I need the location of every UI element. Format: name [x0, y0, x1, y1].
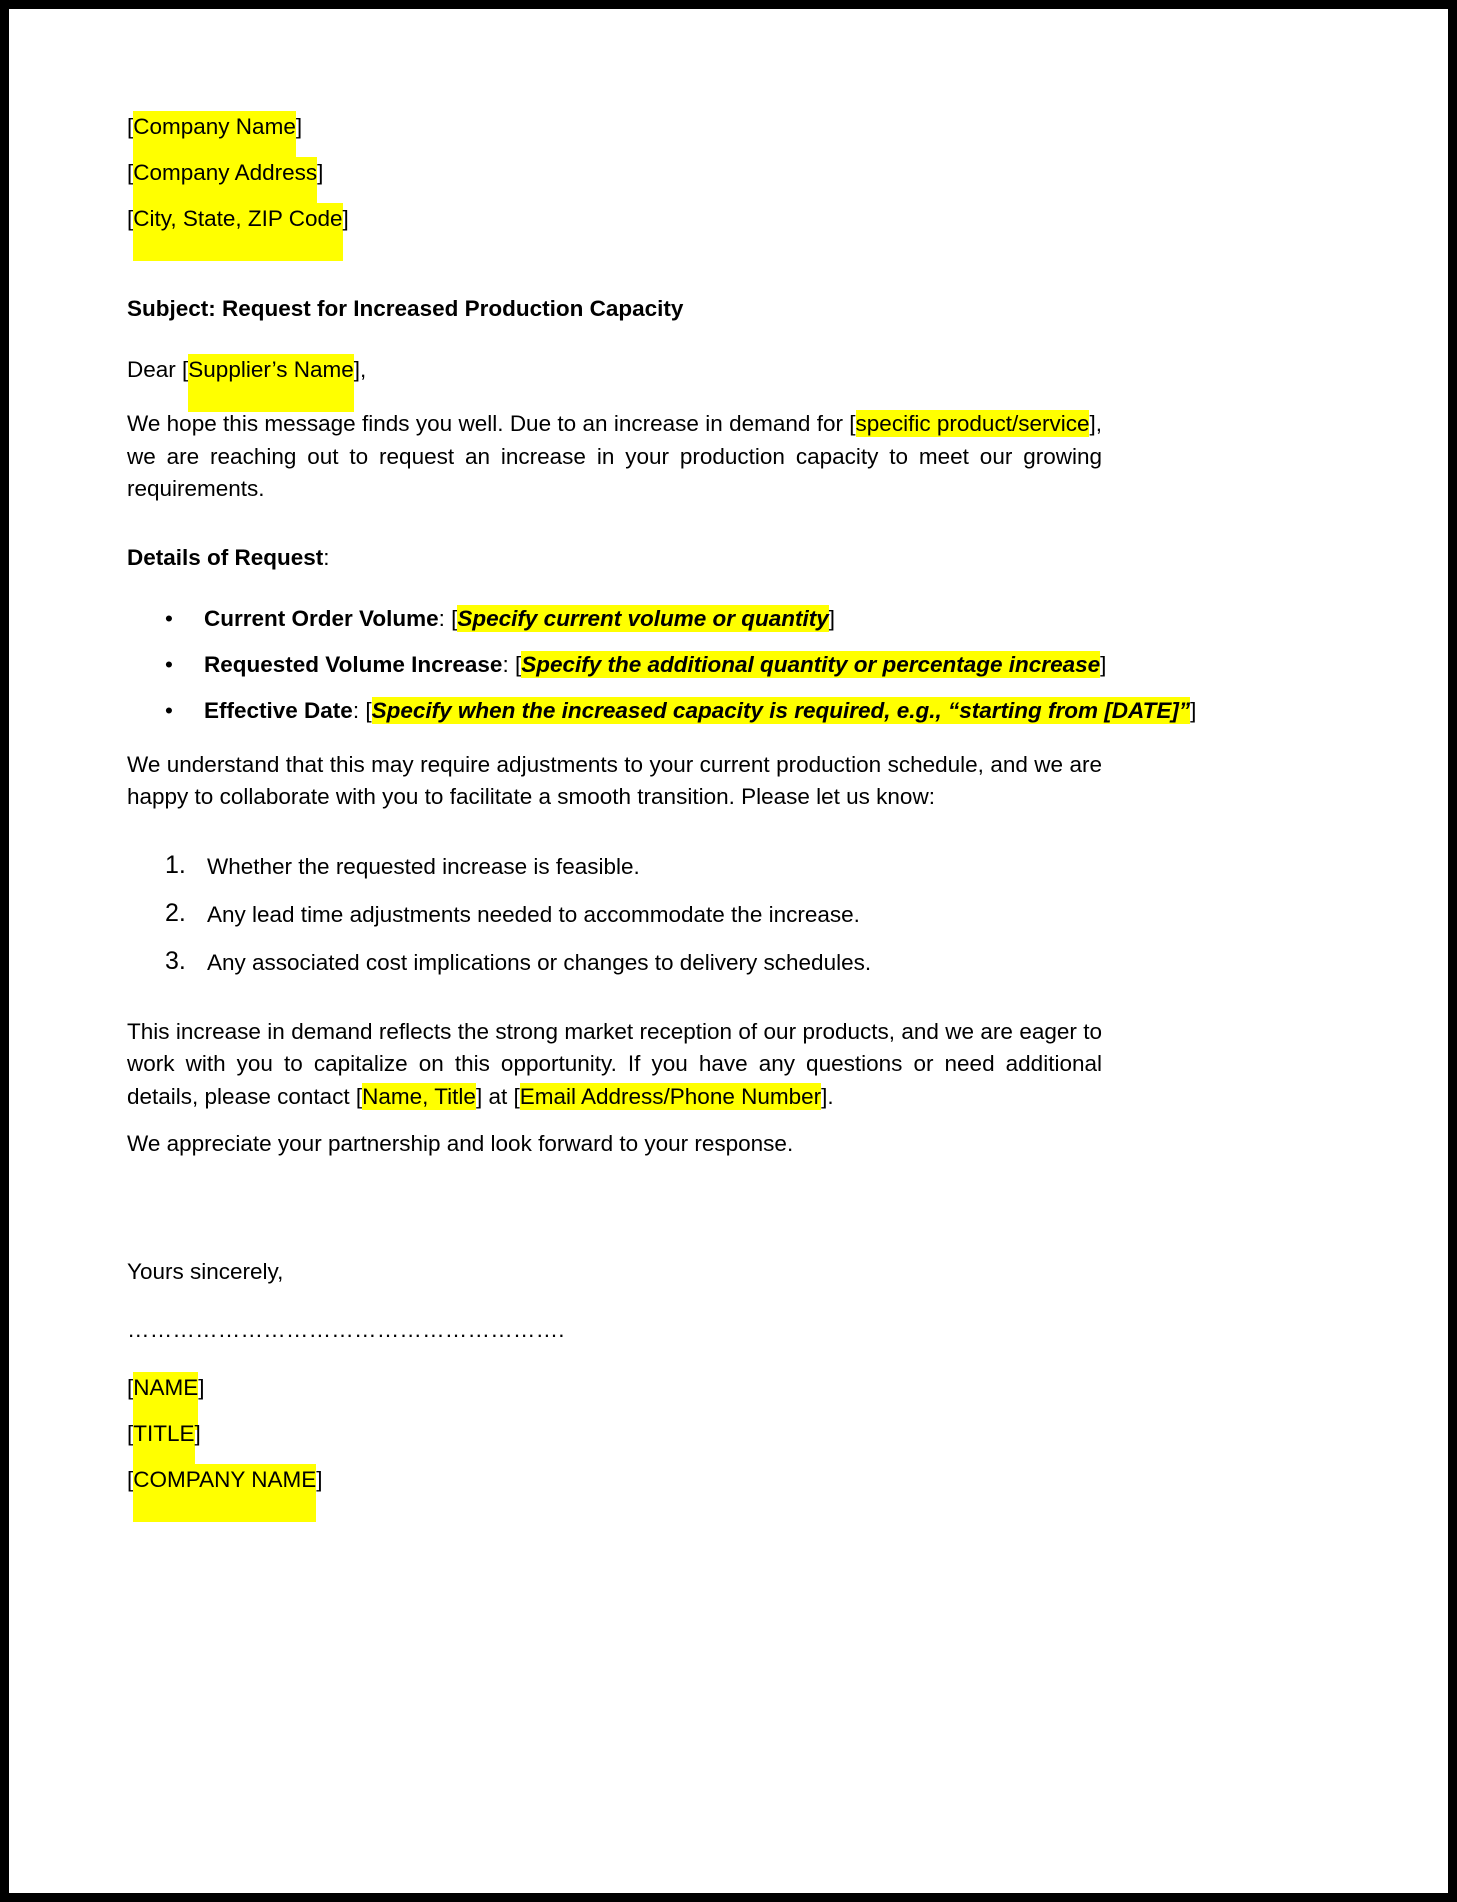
spacer [127, 1295, 1102, 1310]
page-sheet [9, 9, 1448, 1893]
details-heading-label: Details of Request [127, 544, 324, 570]
closing-text-part2: ] at [ [475, 1083, 520, 1109]
spacer [127, 734, 1102, 749]
effective-date-placeholder[interactable]: Specify when the increased capacity is required, e.g., “starting from [DATE]” [371, 697, 1191, 723]
appreciation-paragraph: We appreciate your partnership and look forward to your response. [127, 1131, 794, 1156]
intro-paragraph [127, 408, 1102, 506]
spacer [127, 987, 1102, 1016]
list-item [127, 688, 1197, 734]
closing-text-part3: ]. [821, 1083, 834, 1109]
closing-text-part1: This increase in demand reflects the strong market reception of our products, and we are eager to work with you to capitalize on this opportunity. If you have any questions or need additional details, please contact [ [127, 1018, 1102, 1109]
bracket-close: ] [342, 206, 349, 231]
list-item [127, 642, 1107, 688]
bullet-separator: : [ [352, 697, 372, 723]
spacer [127, 814, 1102, 843]
bullet-icon: • [165, 605, 173, 631]
bullet-label: Current Order Volume [204, 605, 439, 631]
spacer [127, 1350, 1102, 1365]
list-item [127, 596, 1102, 642]
details-heading-colon: : [323, 544, 330, 570]
contact-email-phone-placeholder[interactable]: Email Address/Phone Number [519, 1083, 822, 1109]
supplier-name-placeholder[interactable]: Supplier’s Name [188, 354, 354, 412]
bracket-open: [ [127, 1466, 134, 1492]
requested-volume-increase-placeholder[interactable]: Specify the additional quantity or percentage increase [521, 651, 1101, 677]
bullet-closing: ] [1190, 697, 1197, 723]
subject-line: Subject: Request for Increased Production Capacity [127, 296, 684, 321]
signature-name-line [127, 1365, 1102, 1411]
bracket-close: ] [194, 1420, 201, 1446]
company-name-line [127, 104, 1102, 150]
list-item [127, 843, 1102, 891]
bracket-close: ] [295, 114, 303, 139]
list-item [127, 939, 1102, 987]
list-item-text: Any associated cost implications or changes to delivery schedules. [207, 949, 872, 975]
bullet-closing: ] [828, 605, 835, 631]
collaboration-paragraph: We understand that this may require adjustments to your current production schedule, and we are happy to collaborate with you to facilitate a smooth transition. Please let us know: [127, 751, 1102, 809]
current-order-volume-placeholder[interactable]: Specify current volume or quantity [457, 605, 829, 631]
list-number: 3. [165, 946, 186, 975]
bracket-close: ] [316, 1466, 323, 1492]
contact-name-title-placeholder[interactable]: Name, Title [362, 1083, 476, 1109]
signature-line[interactable]: …………………………………………………. [127, 1316, 565, 1342]
city-state-zip-placeholder[interactable]: City, State, ZIP Code [133, 203, 342, 261]
company-address-line [127, 150, 1102, 196]
company-address-placeholder[interactable]: Company Address [133, 157, 317, 215]
bullet-label: Effective Date [204, 697, 353, 723]
bullet-label: Requested Volume Increase [204, 651, 503, 677]
closing-paragraph [127, 1016, 1102, 1114]
signature-company-line [127, 1457, 1102, 1503]
bullet-closing: ] [1100, 651, 1107, 677]
list-number: 1. [165, 850, 186, 879]
signature-title-line [127, 1411, 1102, 1457]
bracket-open: [ [127, 114, 134, 139]
bracket-open: [ [127, 1374, 134, 1400]
spacer [127, 1161, 1102, 1249]
list-number: 2. [165, 898, 186, 927]
valediction: Yours sincerely, [127, 1258, 284, 1284]
signature-name-placeholder[interactable]: NAME [133, 1372, 198, 1430]
intro-text-part2: ], we are reaching out to request an increase in your production capacity to meet our growing requirements. [127, 411, 1102, 501]
spacer [127, 581, 1102, 596]
city-state-zip-line [127, 196, 1102, 242]
signature-block [127, 1249, 1102, 1503]
salutation-line [127, 347, 1102, 393]
spacer [127, 1113, 1102, 1128]
list-item [127, 891, 1102, 939]
spacer [127, 332, 1102, 347]
list-item-text: Whether the requested increase is feasible. [207, 853, 640, 879]
sender-address-block [127, 104, 1102, 242]
bullet-separator: : [ [502, 651, 522, 677]
signature-title-placeholder[interactable]: TITLE [133, 1418, 194, 1476]
bullet-separator: : [ [438, 605, 458, 631]
bracket-open: [ [127, 160, 134, 185]
product-service-placeholder[interactable]: specific product/service [855, 411, 1090, 436]
questions-numbered-list [127, 843, 1102, 987]
letter-body [127, 104, 1197, 1503]
details-bullet-list [127, 596, 1197, 734]
intro-text-part1: We hope this message finds you well. Due to an increase in demand for [ [127, 411, 856, 436]
salutation-prefix: Dear [ [127, 357, 189, 382]
bracket-close: ] [317, 160, 324, 185]
bracket-open: [ [127, 1420, 134, 1446]
bracket-close: ] [198, 1374, 205, 1400]
bullet-icon: • [165, 651, 173, 677]
list-item-text: Any lead time adjustments needed to accommodate the increase. [207, 901, 860, 927]
company-name-placeholder[interactable]: Company Name [133, 111, 296, 169]
bullet-icon: • [165, 697, 173, 723]
signature-company-placeholder[interactable]: COMPANY NAME [133, 1464, 316, 1522]
bracket-open: [ [127, 206, 134, 231]
spacer [127, 506, 1102, 535]
details-heading [127, 535, 1102, 581]
salutation-suffix: ], [353, 357, 367, 382]
